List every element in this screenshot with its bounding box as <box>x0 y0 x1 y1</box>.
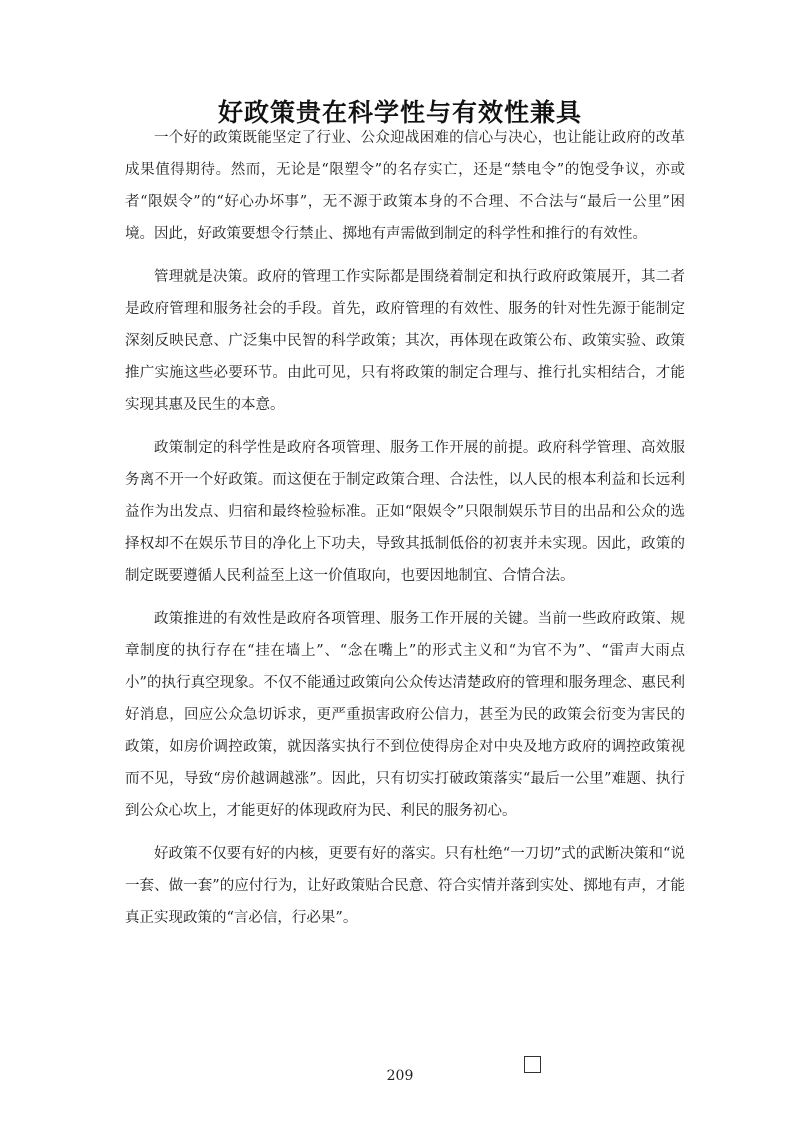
paragraph-3: 政策制定的科学性是政府各项管理、服务工作开展的前提。政府科学管理、高效服务离不开一个好政策。而这便在于制定政策合理、合法性，以人民的根本利益和长远利益作为出发点、归宿和最终检验标准。正如“限娱令”只限制娱乐节目的出品和公众的选择权却不在娱乐节目的净化上下功夫，导致其抵制低俗的初衷并未实现。因此，政策的制定既要遵循人民利益至上这一价值取向，也要因地制宜、合情合法。 <box>125 440 685 584</box>
paragraph-2: 管理就是决策。政府的管理工作实际都是围绕着制定和执行政府政策展开，其二者是政府管理和服务社会的手段。首先，政府管理的有效性、服务的针对性先源于能制定深刻反映民意、广泛集中民智的科学政策；其次，再体现在政策公布、政策实验、政策推广实施这些必要环节。由此可见，只有将政策的制定合理与、推行扎实相结合，才能实现其惠及民生的本意。 <box>125 269 685 413</box>
document-body <box>125 122 685 945</box>
checkbox-square-icon <box>524 1056 541 1073</box>
paragraph-5: 好政策不仅要有好的内核，更要有好的落实。只有杜绝“一刀切”式的武断决策和“说一套、做一套”的应付行为，让好政策贴合民意、符合实情并落到实处、掷地有声，才能真正实现政策的“言必信，行必果”。 <box>125 846 685 926</box>
paragraph-1: 一个好的政策既能坚定了行业、公众迎战困难的信心与决心，也让能让政府的改革成果值得期待。然而，无论是“限塑令”的名存实亡，还是“禁电令”的饱受争议，亦或者“限娱令”的“好心办坏事”，无不源于政策本身的不合理、不合法与“最后一公里”困境。因此，好政策要想令行禁止、掷地有声需做到制定的科学性和推行的有效性。 <box>125 130 685 242</box>
paragraph-4: 政策推进的有效性是政府各项管理、服务工作开展的关键。当前一些政府政策、规章制度的执行存在“挂在墙上”、“念在嘴上”的形式主义和“为官不为”、“雷声大雨点小”的执行真空现象。不仅不能通过政策向公众传达清楚政府的管理和服务理念、惠民利好消息，回应公众急切诉求，更严重损害政府公信力，甚至为民的政策会衍变为害民的政策，如房价调控政策，就因落实执行不到位使得房企对中央及地方政府的调控政策视而不见，导致“房价越调越涨”。因此，只有切实打破政策落实“最后一公里”难题、执行到公众心坎上，才能更好的体现政府为民、利民的服务初心。 <box>125 611 685 819</box>
page-number: 209 <box>386 1068 414 1084</box>
document-title: 好政策贵在科学性与有效性兼具 <box>217 97 582 127</box>
